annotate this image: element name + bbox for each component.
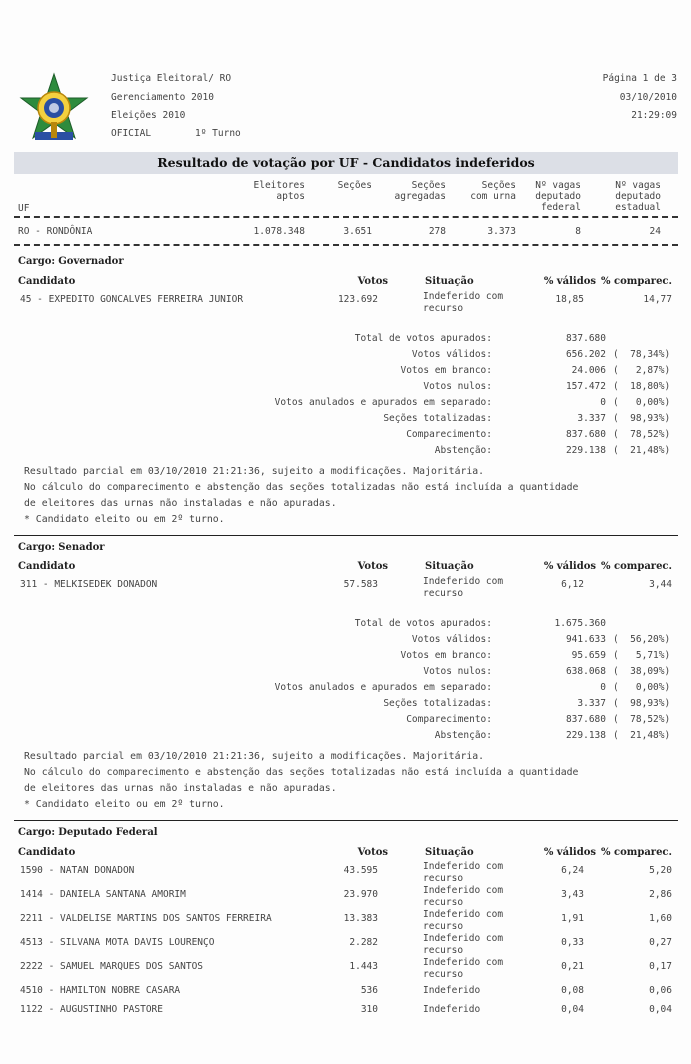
summary-pct: ( 0,00%) xyxy=(613,682,671,693)
candidate-comparec: 3,44 xyxy=(649,579,672,590)
page-number: Página 1 de 3 xyxy=(602,73,677,84)
sen-col-candidato: Candidato xyxy=(18,561,76,572)
summary-label: Abstenção: xyxy=(434,445,492,456)
candidate-votos: 57.583 xyxy=(343,579,378,590)
candidate-validos: 3,43 xyxy=(561,889,584,900)
summary-value: 941.633 xyxy=(565,634,606,645)
col-com-urna: Seções com urna xyxy=(470,180,516,202)
candidate-comparec: 14,77 xyxy=(643,294,672,305)
col-vagas-federal: Nº vagas deputado federal xyxy=(535,180,581,213)
table-row xyxy=(0,577,691,603)
candidate-comparec: 0,27 xyxy=(649,937,672,948)
sen-col-votos: Votos xyxy=(357,561,388,572)
table-row xyxy=(0,983,691,1001)
report-title: Resultado de votação por UF - Candidatos indeferidos xyxy=(157,155,535,170)
candidate-validos: 0,33 xyxy=(561,937,584,948)
col-vagas-estadual: Nº vagas deputado estadual xyxy=(615,180,661,213)
uf-com-urna: 3.373 xyxy=(487,226,516,237)
header-turno: 1º Turno xyxy=(195,128,241,139)
senador-summary xyxy=(0,618,691,748)
table-row xyxy=(0,292,691,318)
candidate-comparec: 0,04 xyxy=(649,1004,672,1015)
candidate-votos: 13.383 xyxy=(343,913,378,924)
summary-pct: ( 38,09%) xyxy=(613,666,671,677)
candidate-name: 1122 - AUGUSTINHO PASTORE xyxy=(20,1004,163,1015)
candidate-validos: 18,85 xyxy=(555,294,584,305)
report-date: 03/10/2010 xyxy=(619,92,677,103)
dep-col-votos: Votos xyxy=(357,847,388,858)
summary-label: Total de votos apurados: xyxy=(354,618,492,629)
candidate-name: 1414 - DANIELA SANTANA AMORIM xyxy=(20,889,186,900)
candidate-votos: 43.595 xyxy=(343,865,378,876)
governador-notes: Resultado parcial em 03/10/2010 21:21:36, sujeito a modificações. Majoritária. No cálculo do comparecimento e abstenção das seções totalizadas não está incluída a quantidade de eleitores das urnas não instaladas e não apuradas. * Candidato eleito ou em 2º turno. xyxy=(24,466,579,525)
summary-value: 837.680 xyxy=(565,429,606,440)
candidate-situacao: Indeferido com recurso xyxy=(423,291,504,314)
summary-label: Votos em branco: xyxy=(400,365,492,376)
candidate-votos: 1.443 xyxy=(349,961,378,972)
summary-pct: ( 98,93%) xyxy=(613,413,671,424)
summary-value: 157.472 xyxy=(565,381,606,392)
section-divider xyxy=(14,820,678,821)
uf-eleitores: 1.078.348 xyxy=(253,226,305,237)
uf-name: RO - RONDÔNIA xyxy=(18,226,93,237)
sen-col-comparec: % comparec. xyxy=(601,561,672,572)
summary-value: 1.675.360 xyxy=(554,618,606,629)
header-line-eleicoes: Eleições 2010 xyxy=(111,110,186,121)
candidate-votos: 536 xyxy=(360,985,378,996)
summary-label: Votos anulados e apurados em separado: xyxy=(274,397,492,408)
candidate-comparec: 0,17 xyxy=(649,961,672,972)
coat-of-arms-emblem xyxy=(15,70,93,148)
candidate-validos: 1,91 xyxy=(561,913,584,924)
summary-pct: ( 5,71%) xyxy=(613,650,671,661)
candidate-comparec: 2,86 xyxy=(649,889,672,900)
summary-pct: ( 18,80%) xyxy=(613,381,671,392)
summary-value: 3.337 xyxy=(577,413,606,424)
candidate-name: 2222 - SAMUEL MARQUES DOS SANTOS xyxy=(20,961,204,972)
summary-label: Votos válidos: xyxy=(411,349,492,360)
summary-pct: ( 78,34%) xyxy=(613,349,671,360)
candidate-situacao: Indeferido com recurso xyxy=(423,909,504,932)
summary-label: Comparecimento: xyxy=(406,714,492,725)
candidate-situacao: Indeferido xyxy=(423,985,481,996)
col-agregadas: Seções agregadas xyxy=(394,180,446,202)
candidate-comparec: 0,06 xyxy=(649,985,672,996)
summary-pct: ( 98,93%) xyxy=(613,698,671,709)
summary-value: 837.680 xyxy=(565,333,606,344)
summary-value: 638.068 xyxy=(565,666,606,677)
candidate-validos: 0,21 xyxy=(561,961,584,972)
table-row xyxy=(0,935,691,959)
senador-notes: Resultado parcial em 03/10/2010 21:21:36, sujeito a modificações. Majoritária. No cálculo do comparecimento e abstenção das seções totalizadas não está incluída a quantidade de eleitores das urnas não instaladas e não apuradas. * Candidato eleito ou em 2º turno. xyxy=(24,751,579,810)
header-line-gerenciamento: Gerenciamento 2010 xyxy=(111,92,214,103)
candidate-name: 2211 - VALDELISE MARTINS DOS SANTOS FERREIRA xyxy=(20,913,272,924)
dep-col-candidato: Candidato xyxy=(18,847,76,858)
summary-label: Comparecimento: xyxy=(406,429,492,440)
summary-pct: ( 21,48%) xyxy=(613,445,671,456)
table-row xyxy=(0,1002,691,1020)
table-row xyxy=(0,911,691,935)
uf-vagas-federal: 8 xyxy=(575,226,581,237)
uf-header-divider xyxy=(14,216,678,218)
table-row xyxy=(0,887,691,911)
summary-label: Total de votos apurados: xyxy=(354,333,492,344)
summary-value: 656.202 xyxy=(565,349,606,360)
gov-col-votos: Votos xyxy=(357,276,388,287)
candidate-validos: 6,24 xyxy=(561,865,584,876)
report-time: 21:29:09 xyxy=(631,110,677,121)
summary-value: 229.138 xyxy=(565,730,606,741)
col-eleitores: Eleitores aptos xyxy=(253,180,305,202)
summary-label: Votos válidos: xyxy=(411,634,492,645)
candidate-situacao: Indeferido com recurso xyxy=(423,576,504,599)
candidate-situacao: Indeferido com recurso xyxy=(423,957,504,980)
summary-value: 24.006 xyxy=(571,365,606,376)
dep-col-comparec: % comparec. xyxy=(601,847,672,858)
candidate-name: 311 - MELKISEDEK DONADON xyxy=(20,579,158,590)
candidate-validos: 6,12 xyxy=(561,579,584,590)
candidate-name: 4513 - SILVANA MOTA DAVIS LOURENÇO xyxy=(20,937,215,948)
summary-label: Votos nulos: xyxy=(423,381,492,392)
cargo-deputado-federal-heading: Cargo: Deputado Federal xyxy=(18,827,158,838)
table-row xyxy=(0,959,691,983)
summary-label: Seções totalizadas: xyxy=(383,413,492,424)
uf-row-divider xyxy=(14,244,678,246)
summary-value: 95.659 xyxy=(571,650,606,661)
uf-vagas-estadual: 24 xyxy=(649,226,661,237)
candidate-name: 4510 - HAMILTON NOBRE CASARA xyxy=(20,985,181,996)
summary-label: Votos nulos: xyxy=(423,666,492,677)
table-row xyxy=(0,863,691,887)
summary-pct: ( 56,20%) xyxy=(613,634,671,645)
candidate-votos: 23.970 xyxy=(343,889,378,900)
dep-col-situacao: Situação xyxy=(425,847,474,858)
candidate-name: 1590 - NATAN DONADON xyxy=(20,865,135,876)
gov-col-candidato: Candidato xyxy=(18,276,76,287)
summary-value: 0 xyxy=(600,682,606,693)
gov-col-validos: % válidos xyxy=(543,276,596,287)
candidate-situacao: Indeferido com recurso xyxy=(423,861,504,884)
uf-secoes: 3.651 xyxy=(343,226,372,237)
candidate-validos: 0,04 xyxy=(561,1004,584,1015)
candidate-votos: 123.692 xyxy=(337,294,378,305)
gov-col-comparec: % comparec. xyxy=(601,276,672,287)
summary-value: 837.680 xyxy=(565,714,606,725)
candidate-votos: 310 xyxy=(360,1004,378,1015)
summary-value: 3.337 xyxy=(577,698,606,709)
header-oficial: OFICIAL xyxy=(111,128,152,139)
summary-pct: ( 78,52%) xyxy=(613,714,671,725)
section-divider xyxy=(14,535,678,536)
candidate-votos: 2.282 xyxy=(349,937,378,948)
sen-col-situacao: Situação xyxy=(425,561,474,572)
dep-col-validos: % válidos xyxy=(543,847,596,858)
uf-agregadas: 278 xyxy=(428,226,446,237)
summary-label: Abstenção: xyxy=(434,730,492,741)
governador-summary xyxy=(0,333,691,463)
summary-label: Votos em branco: xyxy=(400,650,492,661)
summary-value: 0 xyxy=(600,397,606,408)
candidate-comparec: 1,60 xyxy=(649,913,672,924)
candidate-validos: 0,08 xyxy=(561,985,584,996)
candidate-comparec: 5,20 xyxy=(649,865,672,876)
col-uf: UF xyxy=(18,203,30,214)
summary-label: Votos anulados e apurados em separado: xyxy=(274,682,492,693)
summary-value: 229.138 xyxy=(565,445,606,456)
summary-pct: ( 21,48%) xyxy=(613,730,671,741)
gov-col-situacao: Situação xyxy=(425,276,474,287)
candidate-name: 45 - EXPEDITO GONCALVES FERREIRA JUNIOR xyxy=(20,294,244,305)
candidate-situacao: Indeferido xyxy=(423,1004,481,1015)
summary-pct: ( 2,87%) xyxy=(613,365,671,376)
sen-col-validos: % válidos xyxy=(543,561,596,572)
header-line-justica: Justiça Eleitoral/ RO xyxy=(111,73,232,84)
cargo-senador-heading: Cargo: Senador xyxy=(18,542,105,553)
col-secoes: Seções xyxy=(337,180,372,191)
summary-pct: ( 0,00%) xyxy=(613,397,671,408)
summary-pct: ( 78,52%) xyxy=(613,429,671,440)
candidate-situacao: Indeferido com recurso xyxy=(423,885,504,908)
candidate-situacao: Indeferido com recurso xyxy=(423,933,504,956)
cargo-governador-heading: Cargo: Governador xyxy=(18,256,124,267)
summary-label: Seções totalizadas: xyxy=(383,698,492,709)
